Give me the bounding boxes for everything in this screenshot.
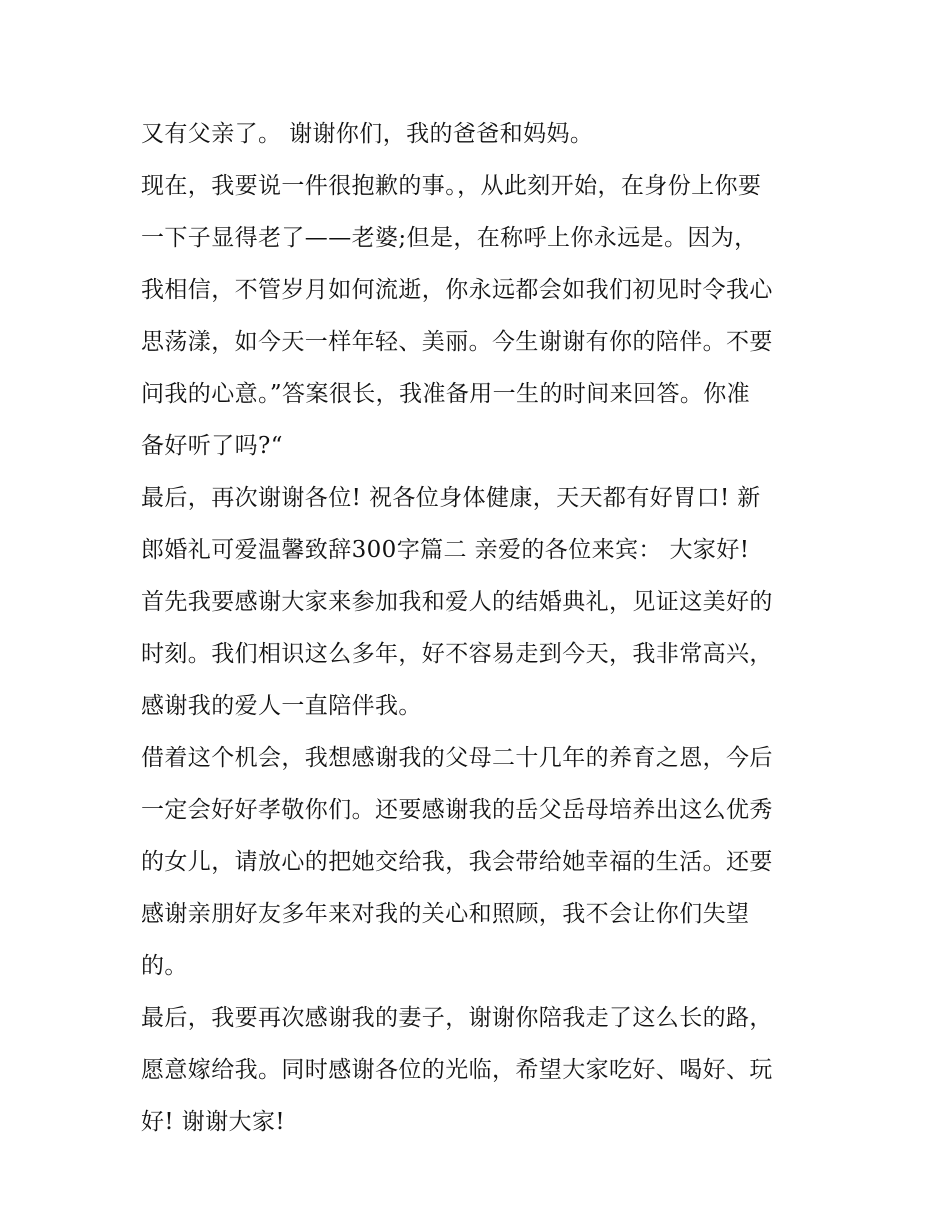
text-line-14: 一定会好好孝敬你们。还要感谢我的岳父岳母培养出这么优秀 — [141, 797, 773, 823]
text-line-16: 感谢亲朋好友多年来对我的关心和照顾，我不会让你们失望 — [141, 901, 750, 927]
text-line-9: 郎婚礼可爱温馨致辞300字篇二 亲爱的各位来宾： 大家好! — [141, 537, 750, 563]
text-line-6: 问我的心意。”答案很长，我准备用一生的时间来回答。你准 — [141, 381, 751, 407]
text-line-11: 时刻。我们相识这么多年，好不容易走到今天，我非常高兴， — [141, 641, 773, 667]
text-line-15: 的女儿，请放心的把她交给我，我会带给她幸福的生活。还要 — [141, 849, 773, 875]
text-line-1: 又有父亲了。 谢谢你们，我的爸爸和妈妈。 — [141, 121, 594, 147]
text-line-4: 我相信，不管岁月如何流逝，你永远都会如我们初见时令我心 — [141, 277, 773, 303]
text-line-18: 最后，我要再次感谢我的妻子，谢谢你陪我走了这么长的路， — [141, 1005, 773, 1031]
text-line-10: 首先我要感谢大家来参加我和爱人的结婚典礼，见证这美好的 — [141, 589, 773, 615]
text-line-7: 备好听了吗?“ — [141, 433, 283, 459]
text-line-2: 现在，我要说一件很抱歉的事。，从此刻开始，在身份上你要 — [141, 173, 762, 199]
document-body — [141, 108, 821, 1148]
text-line-19: 愿意嫁给我。同时感谢各位的光临，希望大家吃好、喝好、玩 — [141, 1057, 773, 1083]
text-line-12: 感谢我的爱人一直陪伴我。 — [141, 693, 422, 719]
text-line-3: 一下子显得老了——老婆;但是，在称呼上你永远是。因为， — [141, 225, 758, 251]
text-line-13: 借着这个机会，我想感谢我的父母二十几年的养育之恩，今后 — [141, 745, 773, 771]
text-line-5: 思荡漾，如今天一样年轻、美丽。今生谢谢有你的陪伴。不要 — [141, 329, 773, 355]
text-line-17: 的。 — [141, 953, 188, 979]
text-line-8: 最后，再次谢谢各位! 祝各位身体健康，天天都有好胃口! 新 — [141, 485, 761, 511]
text-line-20: 好! 谢谢大家! — [141, 1109, 285, 1135]
